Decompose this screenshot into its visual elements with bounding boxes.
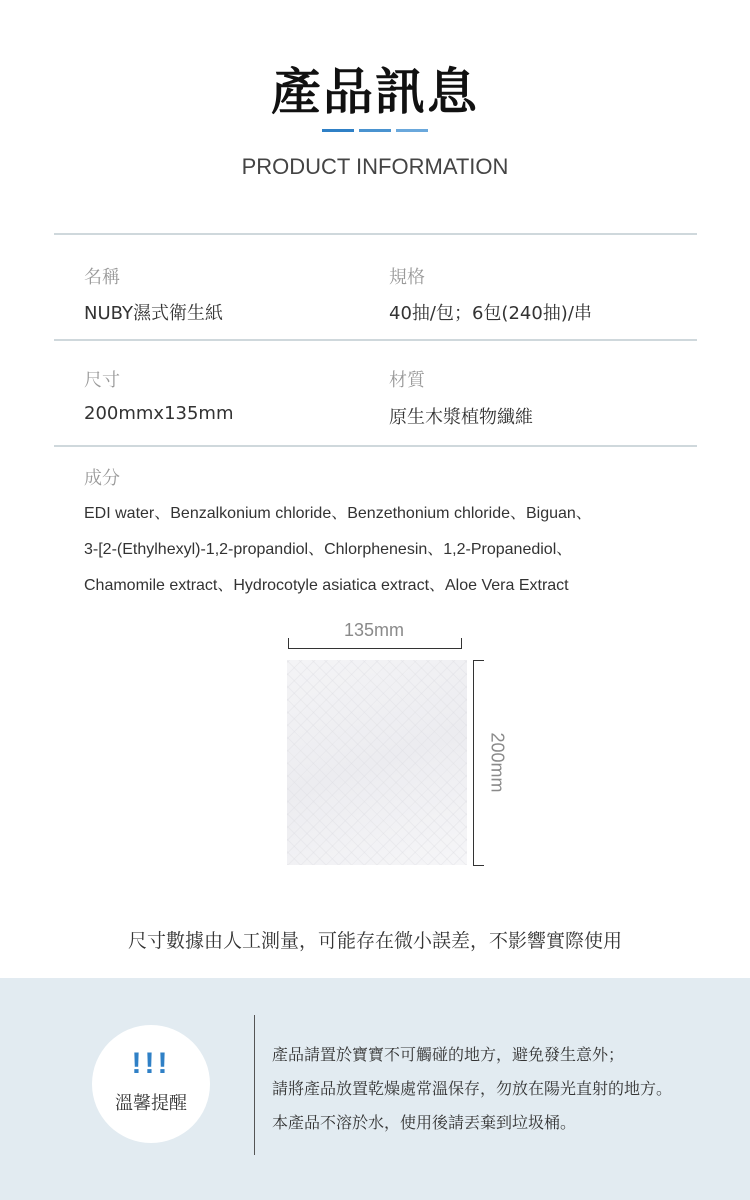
measurement-note: 尺寸數據由人工測量，可能存在微小誤差，不影響實際使用 — [127, 930, 622, 952]
tissue-image — [287, 660, 467, 865]
reminder-badge — [92, 1025, 210, 1143]
reminder-list — [272, 1040, 742, 1142]
divider-dash — [396, 129, 428, 132]
divider-line — [54, 233, 697, 235]
title-divider — [322, 129, 430, 133]
reminder-divider — [254, 1015, 255, 1155]
divider-line — [54, 339, 697, 341]
ingredients-line: 3-[2-(Ethylhexyl)-1,2-propandiol、Chlorphenesin、1,2-Propanediol、 — [84, 541, 573, 558]
name-value: NUBY濕式衛生紙 — [84, 303, 223, 324]
width-dimension-bracket — [288, 638, 462, 649]
size-value: 200mmx135mm — [84, 403, 234, 424]
spec-value: 40抽/包；6包(240抽)/串 — [389, 303, 592, 324]
divider-line — [54, 445, 697, 447]
height-dimension-bracket — [473, 660, 484, 866]
page-subtitle: PRODUCT INFORMATION — [241, 154, 509, 179]
ingredients-text — [84, 496, 694, 604]
material-value: 原生木漿植物纖維 — [389, 407, 533, 428]
ingredients-line: EDI water、Benzalkonium chloride、Benzethonium chloride、Biguan、 — [84, 505, 592, 522]
exclamation-icon: !!! — [131, 1047, 171, 1080]
name-label: 名稱 — [84, 267, 120, 288]
ingredients-line: Chamomile extract、Hydrocotyle asiatica extract、Aloe Vera Extract — [84, 577, 569, 594]
reminder-item: 產品請置於寶寶不可觸碰的地方，避免發生意外； — [272, 1045, 625, 1064]
reminder-item: 請將產品放置乾燥處常溫保存，勿放在陽光直射的地方。 — [272, 1079, 673, 1098]
spec-label: 規格 — [389, 267, 425, 288]
divider-dash — [322, 129, 354, 132]
divider-dash — [359, 129, 391, 132]
height-dimension-label: 200mm — [487, 731, 508, 793]
reminder-label: 溫馨提醒 — [115, 1093, 187, 1114]
height-dimension-label-wrap — [486, 660, 508, 864]
page-title: 產品訊息 — [271, 63, 479, 121]
size-label: 尺寸 — [84, 370, 120, 391]
width-dimension-label: 135mm — [343, 620, 405, 640]
reminder-item: 本產品不溶於水，使用後請丟棄到垃圾桶。 — [272, 1113, 577, 1132]
material-label: 材質 — [389, 370, 425, 391]
ingredients-label: 成分 — [84, 468, 120, 489]
